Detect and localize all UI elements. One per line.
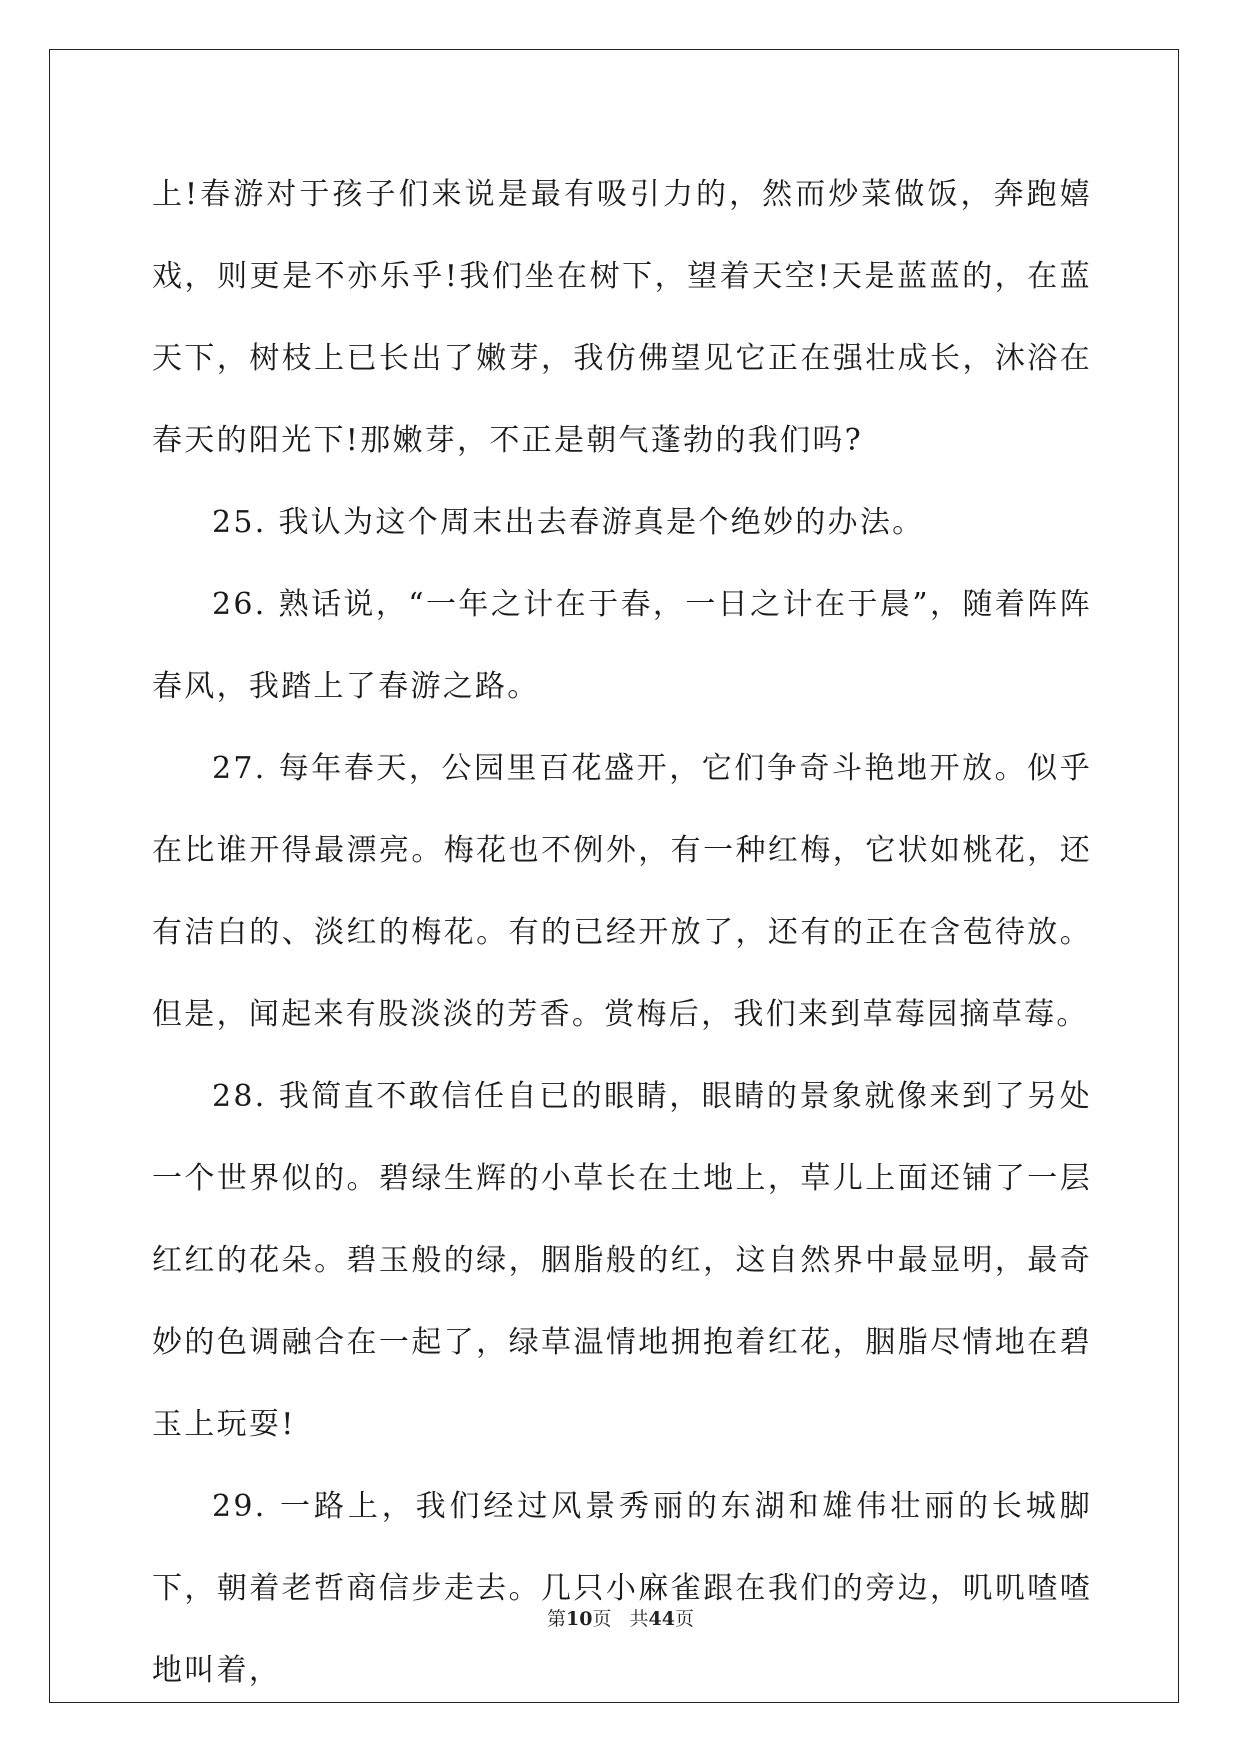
paragraph: 27. 每年春天，公园里百花盛开，它们争奇斗艳地开放。似乎在比谁开得最漂亮。梅花也不例外，有一种红梅，它状如桃花，还有洁白的、淡红的梅花。有的已经开放了，还有的正在含苞待放。但是，闻起来有股淡淡的芳香。赏梅后，我们来到草莓园摘草莓。 [152, 751, 1092, 1032]
document-body [152, 154, 1092, 1712]
total-page-count: 44 [648, 1608, 675, 1630]
footer-total-prefix: 共 [629, 1608, 649, 1630]
paragraph: 29. 一路上，我们经过风景秀丽的东湖和雄伟壮丽的长城脚下，朝着老哲商信步走去。几只小麻雀跟在我们的旁边，叽叽喳喳地叫着， [152, 1489, 1092, 1688]
footer-total-suffix: 页 [674, 1608, 694, 1630]
paragraph: 26. 熟话说，“一年之计在于春，一日之计在于晨”，随着阵阵春风，我踏上了春游之路。 [152, 587, 1092, 704]
footer-prefix: 第 [547, 1608, 567, 1630]
footer-page-suffix: 页 [592, 1608, 612, 1630]
current-page-number: 10 [566, 1608, 593, 1630]
paragraph: 25. 我认为这个周末出去春游真是个绝妙的办法。 [212, 505, 925, 540]
paragraph: 上!春游对于孩子们来说是最有吸引力的，然而炒菜做饭，奔跑嬉戏，则更是不亦乐乎!我们坐在树下，望着天空!天是蓝蓝的，在蓝天下，树枝上已长出了嫩芽，我仿佛望见它正在强壮成长，沐浴在春天的阳光下!那嫩芽，不正是朝气蓬勃的我们吗? [152, 177, 1092, 458]
paragraph: 28. 我简直不敢信任自已的眼睛，眼睛的景象就像来到了另处一个世界似的。碧绿生辉的小草长在土地上，草儿上面还铺了一层红红的花朵。碧玉般的绿，胭脂般的红，这自然界中最显明，最奇妙的色调融合在一起了，绿草温情地拥抱着红花，胭脂尽情地在碧玉上玩耍! [152, 1079, 1092, 1442]
page-footer [0, 1604, 1241, 1631]
